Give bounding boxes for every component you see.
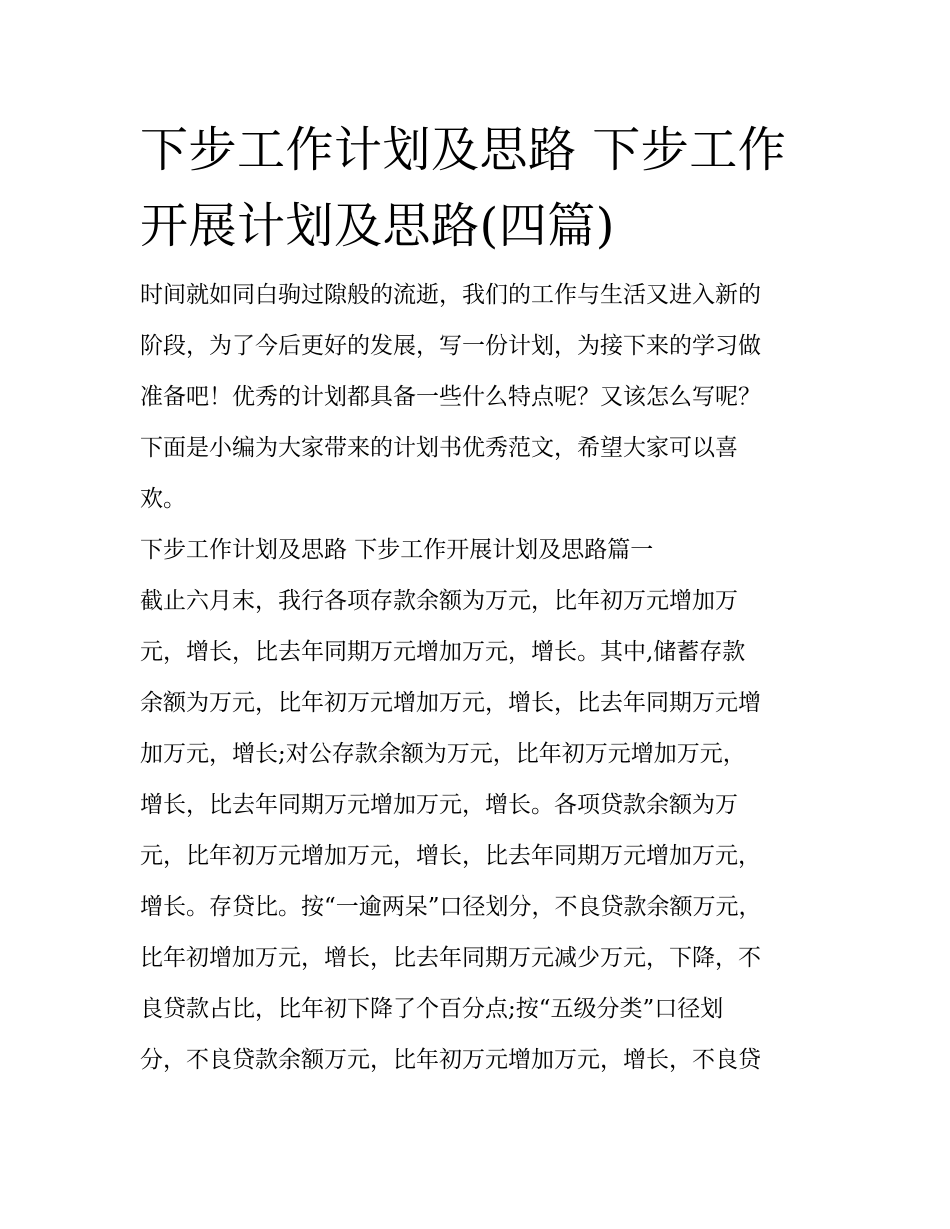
intro-line: 时间就如同白驹过隙般的流逝，我们的工作与生活又进入新的 xyxy=(140,282,761,308)
intro-paragraph xyxy=(140,270,820,525)
section-paragraph xyxy=(140,576,820,1086)
title-line: 下步工作计划及思路 下步工作 xyxy=(140,122,787,178)
intro-line: 下面是小编为大家带来的计划书优秀范文，希望大家可以喜 xyxy=(140,435,738,461)
section-heading: 下步工作计划及思路 下步工作开展计划及思路篇一 xyxy=(140,537,654,563)
section-line: 截止六月末，我行各项存款余额为万元，比年初万元增加万 xyxy=(140,588,738,614)
section-line: 余额为万元，比年初万元增加万元，增长，比去年同期万元增 xyxy=(140,690,761,716)
section-line: 加万元，增长;对公存款余额为万元，比年初万元增加万元， xyxy=(140,741,746,767)
section-line: 增长，比去年同期万元增加万元，增长。各项贷款余额为万 xyxy=(140,792,738,818)
section-line: 元，比年初万元增加万元，增长，比去年同期万元增加万元， xyxy=(140,843,761,869)
intro-line: 准备吧！优秀的计划都具备一些什么特点呢？又该怎么写呢？ xyxy=(140,384,761,410)
intro-line: 阶段，为了今后更好的发展，写一份计划，为接下来的学习做 xyxy=(140,333,761,359)
section-line: 良贷款占比，比年初下降了个百分点;按“五级分类”口径划 xyxy=(140,996,724,1022)
title-line: 开展计划及思路(四篇) xyxy=(140,198,615,254)
document-title xyxy=(140,112,820,264)
section-line: 分，不良贷款余额万元，比年初万元增加万元，增长，不良贷 xyxy=(140,1047,761,1073)
section-line: 比年初增加万元，增长，比去年同期万元减少万元，下降，不 xyxy=(140,945,761,971)
section-line: 增长。存贷比。按“一逾两呆”口径划分，不良贷款余额万元， xyxy=(140,894,762,920)
intro-line: 欢。 xyxy=(140,486,186,512)
section-line: 元，增长，比去年同期万元增加万元，增长。其中,储蓄存款 xyxy=(140,639,746,665)
document-page xyxy=(140,112,820,1086)
